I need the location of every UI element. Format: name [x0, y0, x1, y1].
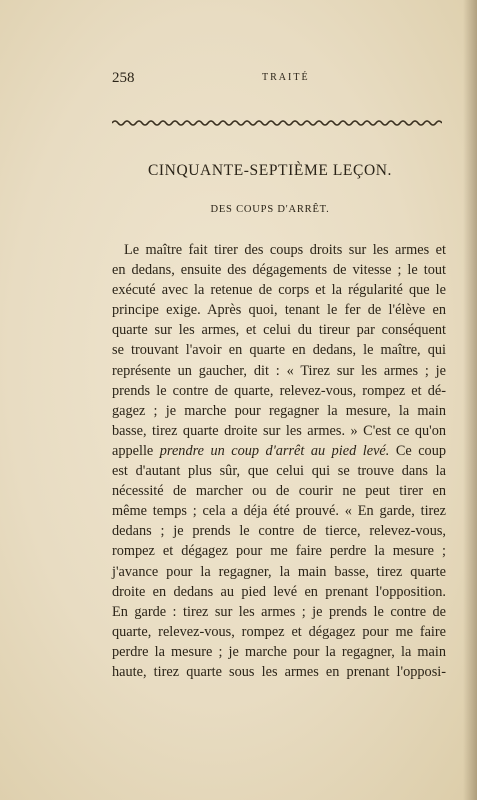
text-line: perdre la mesure ; je marche pour la regagner, la main — [112, 643, 446, 660]
text-line: rompez et dégagez pour me faire perdre la mesure ; — [112, 543, 446, 560]
text-line: j'avance pour la regagner, la main basse, tirez quarte — [112, 563, 446, 580]
text-line: En garde : tirez sur les armes ; je prends le contre de — [112, 603, 446, 620]
page-header — [112, 70, 442, 92]
text-line: en dedans, ensuite des dégagements de vitesse ; le tout — [112, 262, 446, 279]
body-text — [112, 240, 446, 682]
text-line: Le maître fait tirer des coups droits sur les armes et — [124, 242, 446, 258]
text-line: prends le contre de quarte, relevez-vous, rompez et dé- — [112, 382, 446, 399]
text-line: basse, tirez quarte droite sur les armes. » C'est ce qu'on — [112, 422, 446, 439]
text-line: quarte, relevez-vous, rompez et dégagez pour me faire — [112, 623, 446, 640]
text-line: principe exige. Après quoi, tenant le fer de l'élève en — [112, 302, 446, 319]
section-title: DES COUPS D'ARRÊT. — [210, 204, 330, 215]
text-segment: Ce coup — [389, 442, 447, 459]
running-head: TRAITÉ — [262, 72, 310, 83]
ornamental-rule — [112, 118, 442, 128]
chapter-title: CINQUANTE-SEPTIÈME LEÇON. — [147, 162, 393, 179]
text-line: se trouvant l'avoir en quarte en dedans, le maître, qui — [112, 342, 446, 359]
text-line: même temps ; cela a déja été prouvé. « En garde, tirez — [112, 503, 446, 520]
text-line-italic-phrase — [112, 441, 446, 461]
text-line: exécuté avec la retenue de corps et la régularité que le — [112, 282, 446, 299]
text-line: est d'autant plus sûr, que celui qui se trouve dans la — [112, 463, 446, 480]
page-number: 258 — [112, 70, 135, 86]
text-line: dedans ; je prends le contre de tierce, relevez-vous, — [112, 523, 446, 540]
text-line: droite en dedans au pied levé en prenant l'opposition. — [112, 583, 446, 600]
text-line: quarte sur les armes, et celui du tireur par conséquent — [112, 322, 446, 339]
text-line: gagez ; je marche pour regagner la mesure, la main — [112, 402, 446, 419]
text-line: représente un gaucher, dit : « Tirez sur les armes ; je — [112, 362, 446, 379]
text-line: nécessité de marcher ou de courir ne peut tirer en — [112, 483, 446, 500]
italic-phrase: prendre un coup d'arrêt au pied levé. — [159, 442, 390, 459]
page-edge-shadow — [463, 0, 477, 800]
text-segment: appelle — [112, 442, 160, 459]
text-line: haute, tirez quarte sous les armes en prenant l'opposi- — [112, 663, 446, 680]
